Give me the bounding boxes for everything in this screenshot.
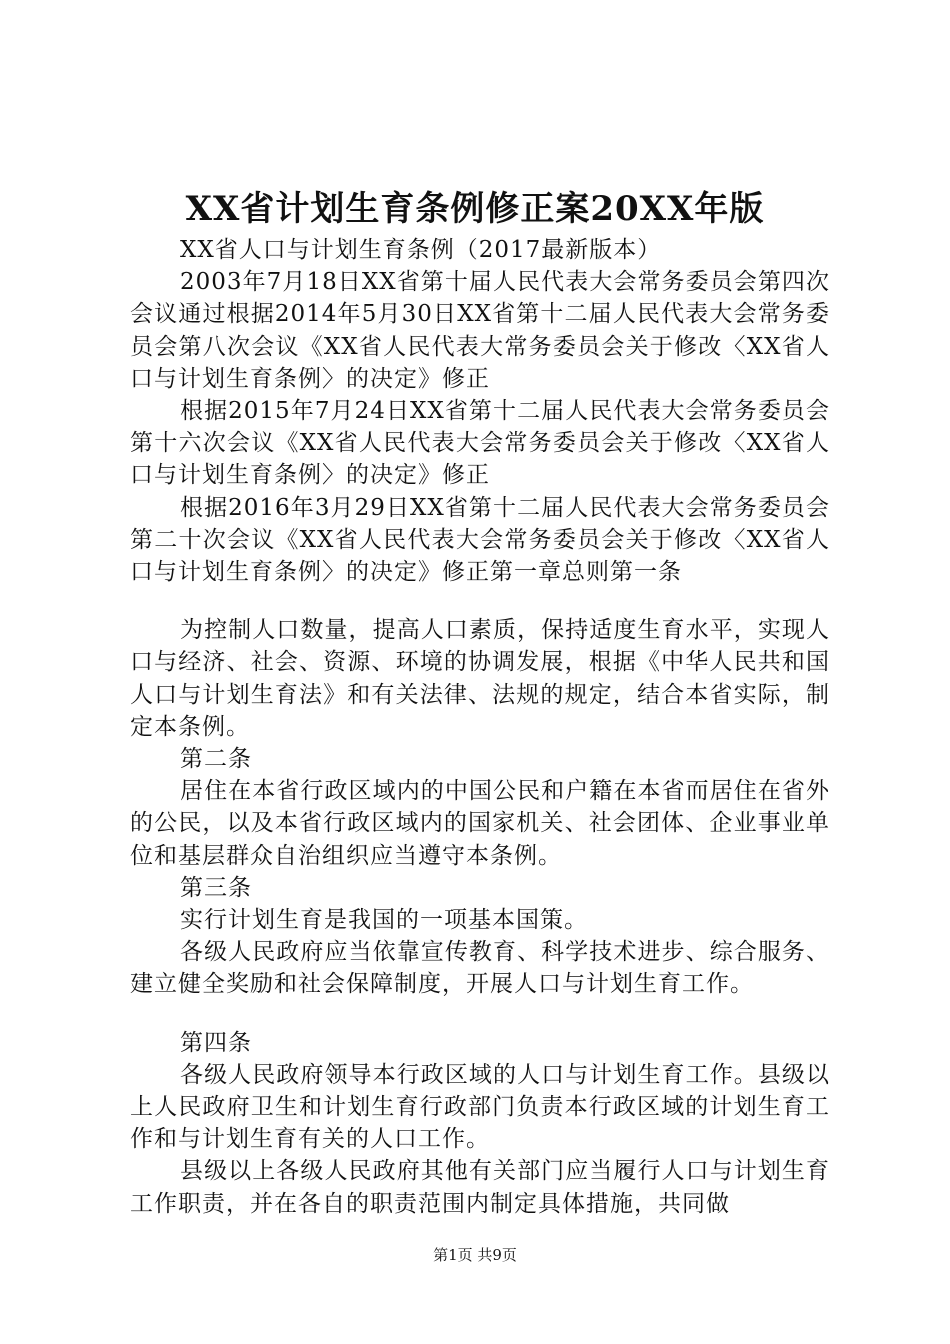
heading-article-3: 第三条 [180, 874, 252, 901]
paragraph-article-1-text: 为控制人口数量，提高人口素质，保持适度生育水平，实现人口与经济、社会、资源、环境的协调发展，根据《中华人民共和国人口与计划生育法》和有关法律、法规的规定，结合本省实际，制定本条例。 [130, 617, 830, 740]
paragraph-article-2-text: 居住在本省行政区域内的中国公民和户籍在本省而居住在省外的公民，以及本省行政区域内的国家机关、社会团体、企业事业单位和基层群众自治组织应当遵守本条例。 [130, 778, 830, 869]
paragraph-adoption-history: 2003年7月18日XX省第十届人民代表大会常务委员会第四次会议通过根据2014年5月30日XX省第十二届人民代表大会常务委员会第八次会议《XX省人民代表大常务委员会关于修改〈XX省人口与计划生育条例〉的决定》修正 [130, 269, 830, 392]
heading-article-4: 第四条 [180, 1029, 252, 1056]
paragraph-amendment-2015: 根据2015年7月24日XX省第十二届人民代表大会常务委员会第十六次会议《XX省人民代表大会常务委员会关于修改〈XX省人口与计划生育条例〉的决定》修正 [130, 398, 830, 489]
heading-article-2: 第二条 [180, 746, 252, 773]
paragraph-article-3-text-2: 各级人民政府应当依靠宣传教育、科学技术进步、综合服务、建立健全奖励和社会保障制度，开展人口与计划生育工作。 [130, 939, 830, 998]
paragraph-subtitle: XX省人口与计划生育条例（2017最新版本） [180, 237, 662, 263]
document-body [130, 234, 830, 1220]
paragraph-article-4-text-1: 各级人民政府领导本行政区域的人口与计划生育工作。县级以上人民政府卫生和计划生育行政部门负责本行政区域的计划生育工作和与计划生育有关的人口工作。 [130, 1061, 830, 1153]
page-footer: 第1页 共9页 [433, 1246, 517, 1264]
paragraph-article-4-text-2: 县级以上各级人民政府其他有关部门应当履行人口与计划生育工作职责，并在各自的职责范围内制定具体措施，共同做 [130, 1158, 830, 1217]
paragraph-amendment-2016: 根据2016年3月29日XX省第十二届人民代表大会常务委员会第二十次会议《XX省人民代表大会常务委员会关于修改〈XX省人口与计划生育条例〉的决定》修正第一章总则第一条 [130, 494, 830, 586]
paragraph-article-3-text-1: 实行计划生育是我国的一项基本国策。 [180, 907, 588, 934]
document-title: XX省计划生育条例修正案20XX年版 [185, 189, 765, 229]
